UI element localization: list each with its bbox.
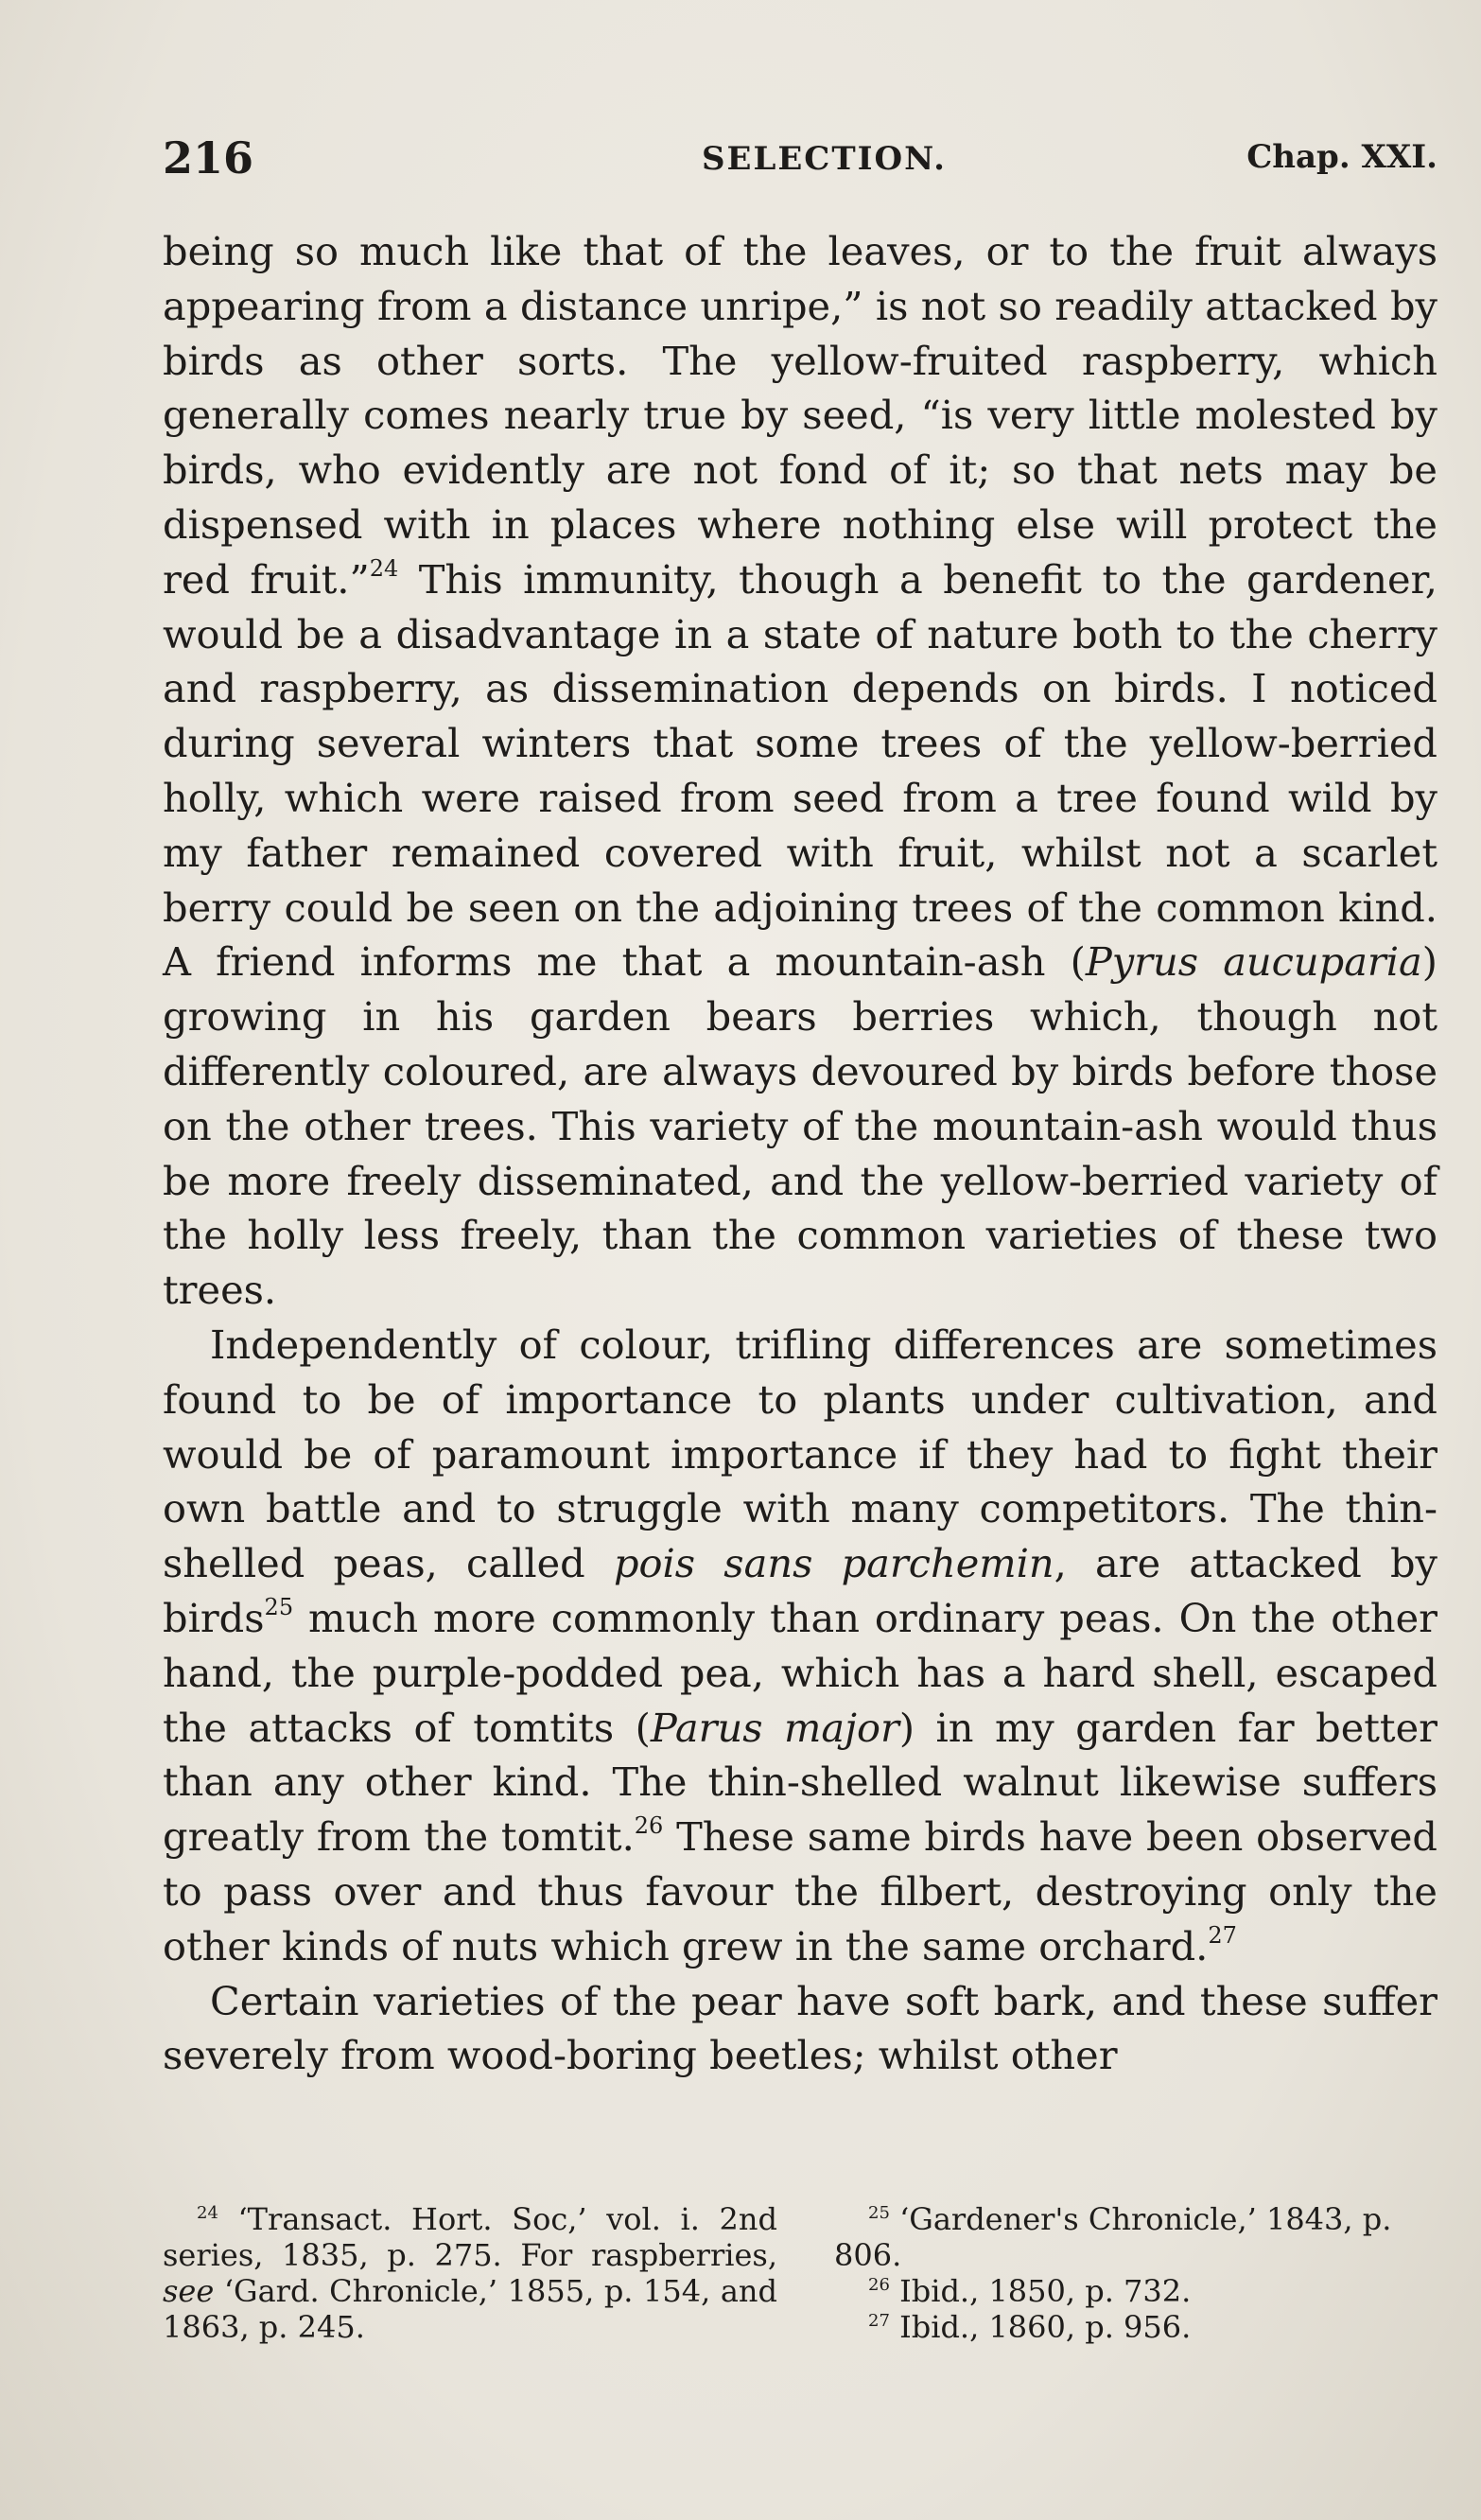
footnote-italic: see <box>163 2273 215 2309</box>
footnote-number: 24 <box>197 2203 218 2223</box>
chapter-label: Chap. XXI. <box>1246 138 1437 176</box>
text-run: ) growing in his garden bears berries which, though not differently coloured, are always devoured by birds before those on the other trees. This variety of the mountain-ash would thus be more freely disseminated, and the yellow-berried variety of the holly less freely, than the common varieties of these two trees. <box>163 938 1437 1314</box>
text-run: This immunity, though a benefit to the gardener, would be a disadvantage in a state of nature both to the cherry and raspberry, as dissemination depends on birds. I noticed during several winters that some trees of the yellow-berried holly, which were raised from seed from a tree found wild by my father remained covered with fruit, whilst not a scarlet berry could be seen on the adjoining trees of the common kind. A friend informs me that a mountain-ash ( <box>163 555 1437 986</box>
running-title: SELECTION. <box>702 140 947 178</box>
text-run: being so much like that of the leaves, or to the fruit always appearing from a distance unripe,” is not so readily attacked by birds as other sorts. The yellow-fruited raspberry, which generally comes nearly true by seed, “is very little molested by birds, who evidently are not fond of it; so that nets may be dispensed with in places where nothing else will protect the red fruit.” <box>163 228 1437 603</box>
footnote-ref-27: 27 <box>1208 1921 1237 1949</box>
paragraph-1 <box>163 224 1437 1318</box>
text-run: Independently of colour, trifling differences are sometimes found to be of importance to plants under cultivation, and would be of paramount importance if they had to fight their own battle and to struggle with many competitors. The thin-shelled peas, called <box>163 1321 1437 1587</box>
italic-species-name: Pyrus aucuparia <box>1085 938 1422 986</box>
footnote-text: ‘Gard. Chronicle,’ 1855, p. 154, and 1863, p. 245. <box>163 2273 777 2345</box>
paragraph-3 <box>163 1974 1437 2084</box>
footnote-ref-25: 25 <box>264 1593 294 1620</box>
italic-term: pois sans parchemin <box>613 1540 1054 1587</box>
page-number: 216 <box>163 132 254 184</box>
footnote-text: ‘Transact. Hort. Soc,’ vol. i. 2nd series, 1835, p. 275. For raspberries, <box>163 2201 777 2273</box>
footnote-number: 27 <box>868 2311 890 2331</box>
text-run: These same birds have been observed to pass over and thus favour the filbert, destroying only the other kinds of nuts which grew in the same orchard. <box>163 1813 1437 1969</box>
running-header <box>163 132 1437 189</box>
text-run: much more commonly than ordinary peas. On the other hand, the purple-podded pea, which has a hard shell, escaped the attacks of tomtits ( <box>163 1594 1437 1751</box>
footnote-25 <box>834 2201 1439 2273</box>
text-run: Certain varieties of the pear have soft bark, and these suffer severely from wood-boring beetles; whilst other <box>163 1977 1437 2079</box>
footnote-24 <box>163 2201 777 2345</box>
footnote-number: 25 <box>868 2203 890 2223</box>
footnote-ref-24: 24 <box>369 554 399 582</box>
footnotes-left-column <box>163 2201 777 2345</box>
footnote-text: Ibid., 1850, p. 732. <box>889 2273 1192 2309</box>
footnote-ref-26: 26 <box>634 1812 664 1840</box>
body-text <box>163 224 1437 2083</box>
text-run: ) in my garden far better than any other kind. The thin-shelled walnut likewise suffers greatly from the tomtit. <box>163 1704 1438 1861</box>
footnotes-right-column <box>834 2201 1439 2345</box>
text-run: , are attacked by birds <box>163 1540 1437 1641</box>
footnote-26 <box>834 2273 1439 2309</box>
footnote-text: Ibid., 1860, p. 956. <box>889 2309 1192 2345</box>
italic-species-name: Parus major <box>650 1704 899 1751</box>
footnotes <box>163 2201 1437 2390</box>
paragraph-2 <box>163 1318 1437 1974</box>
footnote-27 <box>834 2309 1439 2345</box>
footnote-number: 26 <box>868 2275 890 2295</box>
footnote-text: ‘Gardener's Chronicle,’ 1843, p. 806. <box>834 2201 1392 2273</box>
